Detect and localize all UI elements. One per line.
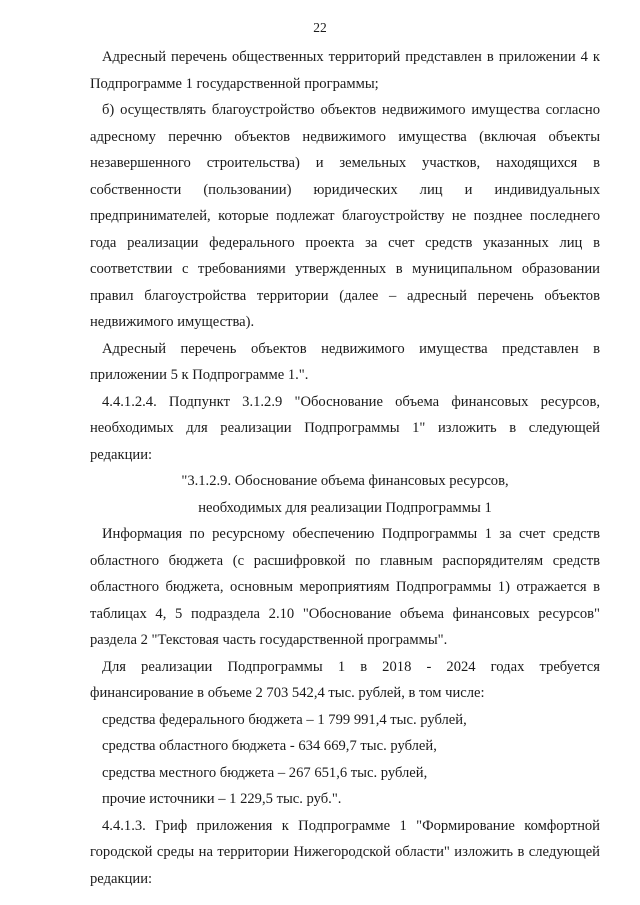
paragraph-subclause-4-4-1-2-4: 4.4.1.2.4. Подпункт 3.1.2.9 "Обоснование объема финансовых ресурсов, необходимых для реализации Подпрограммы 1" изложить в следующей редакции: xyxy=(90,393,600,463)
list-item-regional-budget: средства областного бюджета - 634 669,7 тыс. рублей, xyxy=(102,738,437,754)
section-heading-line-1: "3.1.2.9. Обоснование объема финансовых ресурсов, xyxy=(181,473,509,489)
paragraph-clause-4-4-1-3: 4.4.1.3. Гриф приложения к Подпрограмме 1 "Формирование комфортной городской среды на территории Нижегородской области" изложить в следующей редакции: xyxy=(90,817,600,887)
paragraph-address-list-public: Адресный перечень общественных территорий представлен в приложении 4 к Подпрограмме 1 государственной программы; xyxy=(90,49,600,92)
paragraph-resource-info: Информация по ресурсному обеспечению Подпрограммы 1 за счет средств областного бюджета (с расшифровкой по главным распорядителям средств областного бюджета, основным мероприятиям Подпрограммы 1) отражается в таблицах 4, 5 подраздела 2.10 "Обоснование объема финансовых ресурсов" раздела 2 "Текстовая часть государственной программы". xyxy=(90,526,600,648)
page-number: 22 xyxy=(313,20,327,35)
paragraph-financing-total: Для реализации Подпрограммы 1 в 2018 - 2024 годах требуется финансирование в объеме 2 703 542,4 тыс. рублей, в том числе: xyxy=(90,658,600,701)
paragraph-item-b: б) осуществлять благоустройство объектов недвижимого имущества согласно адресному перечню объектов недвижимого имущества (включая объекты незавершенного строительства) и земельных участков, находящихся в собственности (пользовании) юридических лиц и индивидуальных предпринимателей, которые подлежат благоустройству не позднее последнего года реализации федерального проекта за счет средств указанных лиц в соответствии с требованиями утвержденных в муниципальном образовании правил благоустройства территории (далее – адресный перечень объектов недвижимого имущества). xyxy=(90,102,600,330)
list-item-other-sources: прочие источники – 1 229,5 тыс. руб.". xyxy=(102,791,342,807)
list-item-local-budget: средства местного бюджета – 267 651,6 тыс. рублей, xyxy=(102,764,428,781)
list-item-federal-budget: средства федерального бюджета – 1 799 991,4 тыс. рублей, xyxy=(102,711,467,728)
paragraph-address-list-property: Адресный перечень объектов недвижимого имущества представлен в приложении 5 к Подпрограмме 1.". xyxy=(90,340,600,383)
document-body xyxy=(90,44,600,892)
section-heading-line-2: необходимых для реализации Подпрограммы 1 xyxy=(198,499,492,516)
